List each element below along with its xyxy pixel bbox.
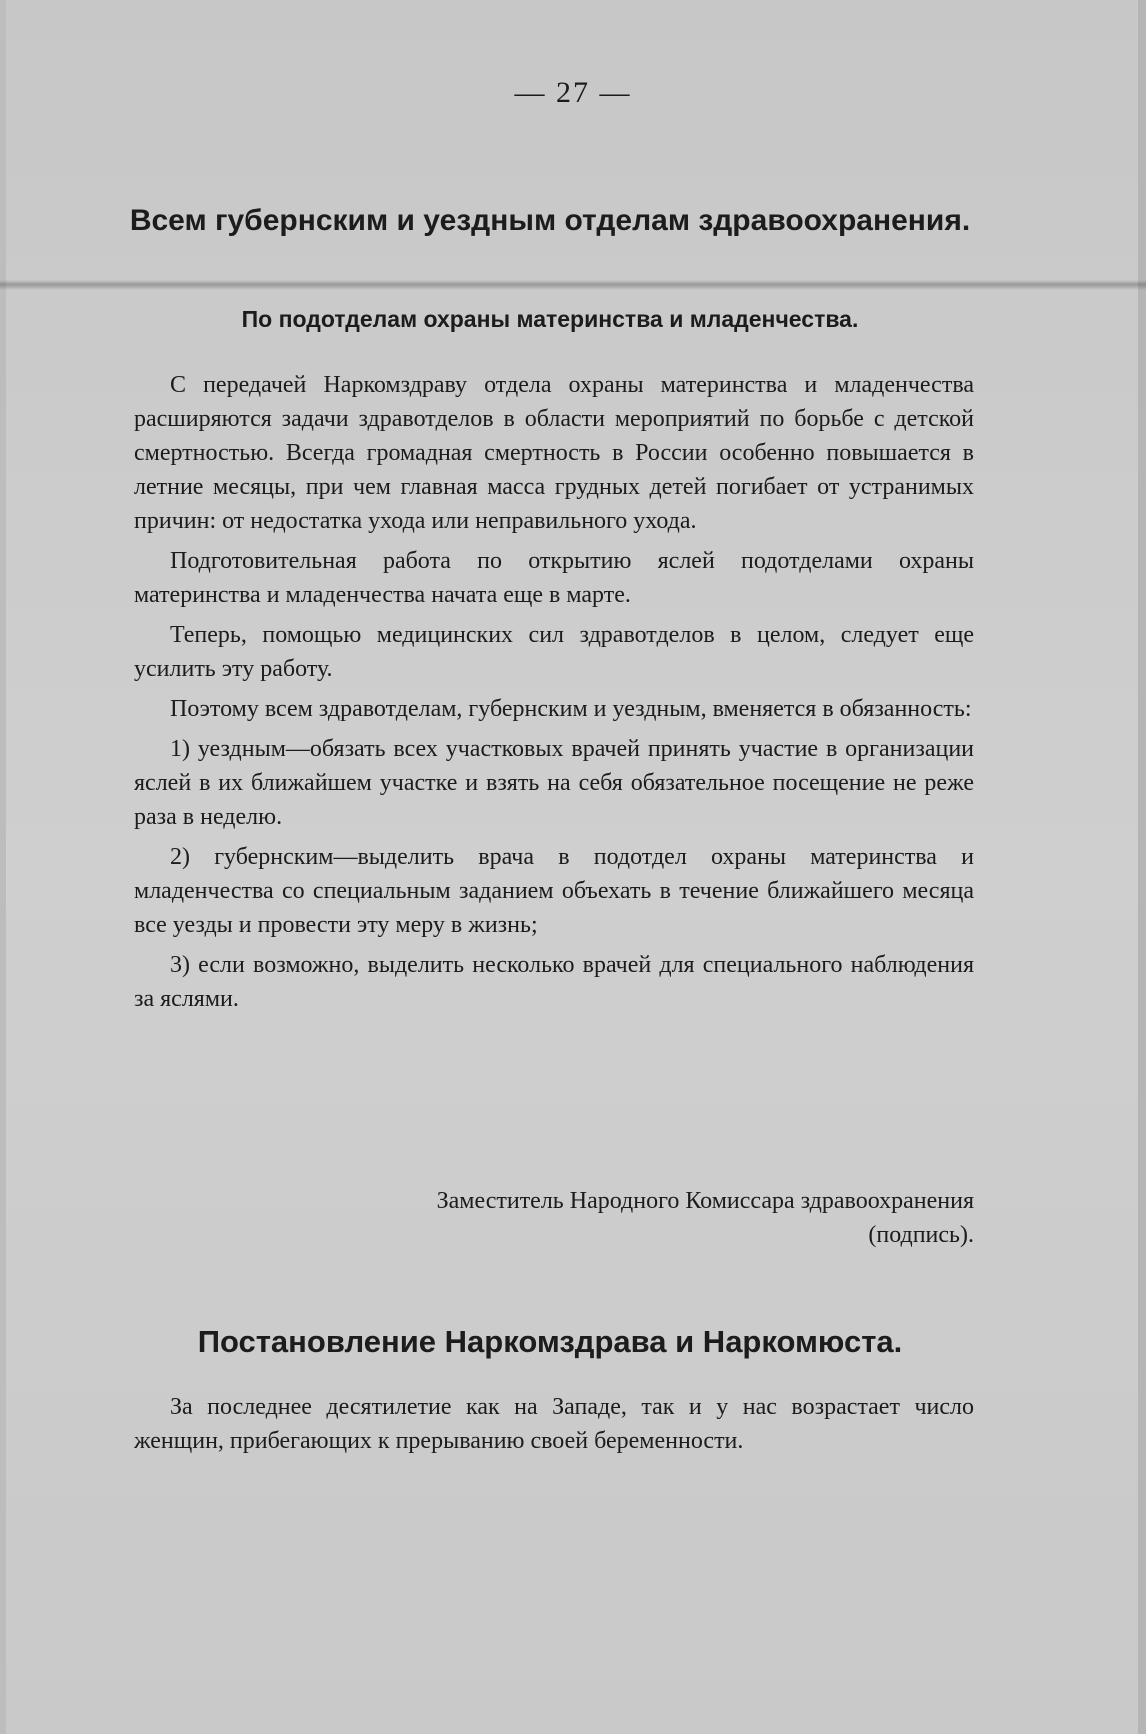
page-number: — 27 — [514,76,632,109]
signature-note: (подпись). [868,1222,974,1248]
list-item-2: 2) губернским—выделить врача в подотдел охраны материнства и младенчества со специальным заданием объехать в течение ближайшего месяца все уезды и провести эту меру в жизнь; [134,844,974,938]
list-item-3: 3) если возможно, выделить несколько врачей для специального наблюдения за яслями. [134,952,974,1012]
paragraph: Подготовительная работа по открытию яслей подотделами охраны материнства и младенчества начата еще в марте. [134,548,974,608]
list-item-1: 1) уездным—обязать всех участковых врачей принять участие в организации яслей в их ближайшем участке и взять на себя обязательное посещение не реже раза в неделю. [134,736,974,830]
sub-heading: По подотделам охраны материнства и младенчества. [241,306,859,332]
paragraph: За последнее десятилетие как на Западе, так и у нас возрастает число женщин, прибегающих к прерыванию своей беременности. [134,1394,974,1454]
page-right-edge [1138,0,1146,1734]
circular-body [134,368,974,1022]
signature-title: Заместитель Народного Комиссара здравоохранения [436,1188,974,1214]
paragraph: Теперь, помощью медицинских сил здравотделов в целом, следует еще усилить эту работу. [134,622,974,682]
paragraph: С передачей Наркомздраву отдела охраны материнства и младенчества расширяются задачи здравотделов в области мероприятий по борьбе с детской смертностью. Всегда громадная смертность в России особенно повышается в летние месяцы, при чем главная масса грудных детей погибает от устранимых причин: от недостатка ухода или неправильного ухода. [134,372,974,534]
second-heading: Постановление Наркомздрава и Наркомюста. [197,1324,903,1359]
second-body [134,1390,974,1464]
paragraph: Поэтому всем здравотделам, губернским и уездным, вменяется в обязанность: [170,696,972,722]
signature-block [134,1184,974,1252]
main-heading: Всем губернским и уездным отделам здравоохранения. [129,204,971,237]
page-left-edge [0,0,6,1734]
paper-fold-line [0,280,1146,290]
